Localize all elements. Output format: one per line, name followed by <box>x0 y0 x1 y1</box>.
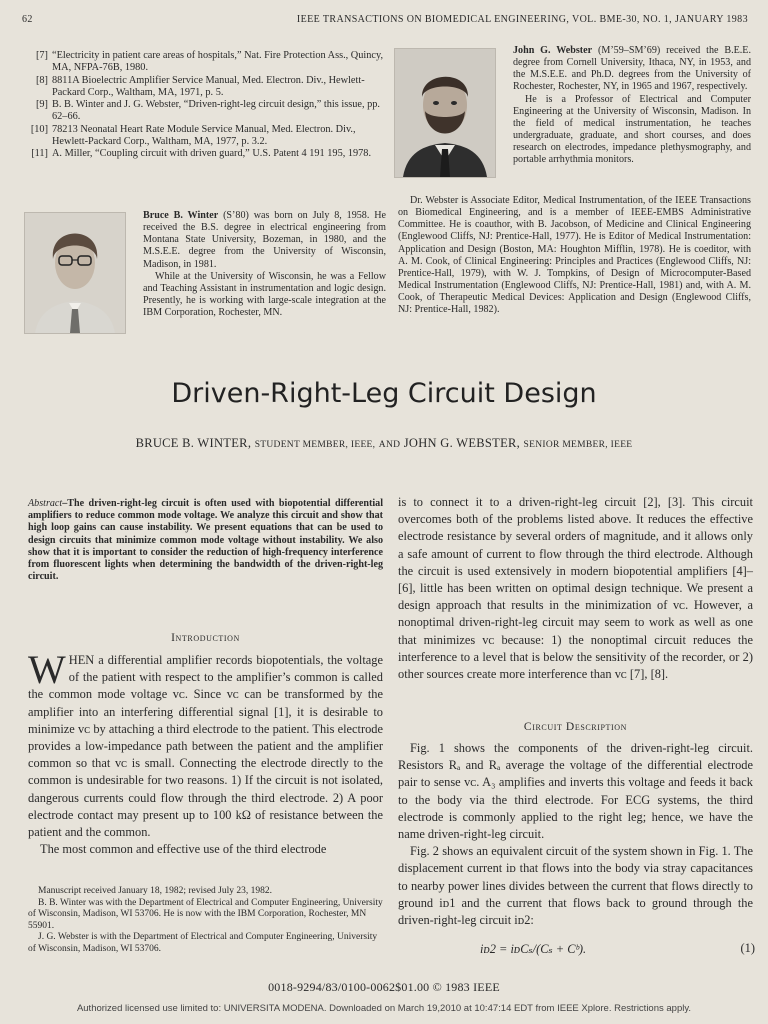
author-1-membership: STUDENT MEMBER, IEEE, <box>254 440 376 450</box>
equation-1 <box>400 941 755 957</box>
abstract-text: –The driven-right-leg circuit is often used with biopotential differential amplifiers to reduce common mode voltage. We analyze this circuit and show that high loop gains can cause instability. We present equations that can be used to design circuits that minimize common mode voltage without instability. We also show that it is important to consider the reduction of high-frequency interference from fluorescent lights when determining the bandwidth of the driven-right-leg circuit. <box>28 498 383 583</box>
running-header <box>22 14 748 28</box>
winter-photo <box>24 212 126 334</box>
author-line <box>0 436 768 451</box>
webster-photo <box>394 48 496 178</box>
equation-text: iᴅ2 = iᴅCₛ/(Cₛ + Cᵇ). <box>480 942 587 956</box>
intro-paragraph-1: WHEN a differential amplifier records biopotentials, the voltage of the patient with respect to the amplifier’s common is called the common mode voltage vᴄ. Since vᴄ can be transformed by the amplifier into an interfering differential signal [1], it is desirable to minimize vᴄ by attaching a third electrode to the patient. This electrode provides a low-impedance path between the patient and the amplifier common so that vᴄ is small. Connecting the electrode directly to the common is undesirable for two reasons. 1) If the circuit is not isolated, dangerous currents could flow through the third electrode. 2) A poor electrode contact may present up to 100 kΩ of resistance between the patient and the common. <box>28 647 383 840</box>
author-2: JOHN G. WEBSTER, <box>403 436 521 450</box>
reference-item: [11] A. Miller, “Coupling circuit with driven guard,” U.S. Patent 4 191 195, 1978. <box>31 148 372 160</box>
circuit-description-heading: Circuit Description <box>523 721 628 733</box>
right-column-intro <box>398 494 753 683</box>
footnotes <box>28 886 383 955</box>
reference-item: [10] 78213 Neonatal Heart Rate Module Service Manual, Med. Electron. Div., Hewlett-Packard Corp., Waltham, MA, 1977, p. 3.2. <box>30 123 356 148</box>
reference-item: [9] B. B. Winter and J. G. Webster, “Driven-right-leg circuit design,” this issue, pp. 62–66. <box>35 99 380 123</box>
winter-bio: Bruce B. Winter (S’80) was born on July 8, 1958. He received the B.S. degree in electrical engineering from Montana State University, Bozeman, in 1980, and the M.S.E.E. degree from the University of Wisconsin, Madison, in 1981. While at the University of Wisconsin, he was a Fellow and Teaching Assistant in instrumentation and logic design. Presently, he is working with large-scale integration at the IBM Corporation, Rochester, MN. <box>143 210 386 319</box>
author-conjunction: AND <box>378 440 401 450</box>
abstract-label: Abstract <box>28 498 63 509</box>
footnote-manuscript: Manuscript received January 18, 1982; revised July 23, 1982. <box>38 886 273 896</box>
footnote-webster: J. G. Webster is with the Department of Electrical and Computer Engineering, University of Wisconsin, Madison, WI 53706. <box>28 932 378 954</box>
circuit-description-body <box>398 740 753 929</box>
right-paragraph-1: is to connect it to a driven-right-leg circuit [2], [3]. This circuit overcomes both of the problems listed above. It reduces the effective electrode resistance by several orders of magnitude, and it allows only a safe amount of current to flow through the third electrode. Although the circuit is used extensively in modern biopotential amplifiers [4]–[6], little has been written on optimal design technique. We present a design approach that results in the minimization of vᴄ. However, a nonoptimal driven-right-leg circuit may seem to work as well as one that minimizes vᴄ because: 1) the nonoptimal circuit reduces the interference to a level that is below the sensitivity of the recorder, or 2) other sources create more interference than vᴄ [7], [8]. <box>398 495 753 682</box>
paper-title: Driven-Right-Leg Circuit Design <box>171 378 597 409</box>
webster-bio: John G. Webster (M’59–SM’69) received the B.E.E. degree from Cornell University, Ithaca, NY, in 1953, and the M.S.E.E. and Ph.D. degrees from the University of Rochester, Rochester, NY, in 1965 and 1967, respectively. He is a Professor of Electrical and Computer Engineering at the University of Wisconsin, Madison. In the field of medical instrumentation, he teaches undergraduate, graduate, and short courses, and does research on electrodes, impedance plethysmography, and portable arrhythmia monitors. <box>513 45 751 166</box>
author-2-membership: SENIOR MEMBER, IEEE <box>523 440 633 450</box>
reference-list <box>22 50 392 161</box>
circuit-paragraph-2: Fig. 2 shows an equivalent circuit of the system shown in Fig. 1. The displacement current iᴅ that flows into the body via stray capacitances to nearby power lines divides between the current that flows directly to ground iᴅ1 and the current that flows back to ground through the driven-right-leg circuit iᴅ2: <box>398 844 753 928</box>
footnote-winter: B. B. Winter was with the Department of Electrical and Computer Engineering, University of Wisconsin, Madison, WI 53706. He is now with the IBM Corporation, Rochester, MN 55901. <box>28 897 383 931</box>
equation-number: (1) <box>740 941 755 955</box>
page-number: 62 <box>22 14 33 25</box>
reference-item: [8] 8811A Bioelectric Amplifier Service Manual, Med. Electron. Div., Hewlett-Packard Corp., Waltham, MA, 1971, p. 5. <box>35 74 365 98</box>
author-1: BRUCE B. WINTER, <box>135 436 252 450</box>
drop-cap: W <box>28 647 66 692</box>
introduction-heading: Introduction <box>171 632 240 644</box>
intro-paragraph-2: The most common and effective use of the third electrode <box>40 842 327 857</box>
authorized-use-notice: Authorized licensed use limited to: UNIVERSITA MODENA. Downloaded on March 19,2010 at 10:47:14 EDT from IEEE Xplore. Restrictions apply. <box>76 1003 692 1014</box>
abstract <box>28 498 383 583</box>
webster-bio-continued: Dr. Webster is Associate Editor, Medical Instrumentation, of the IEEE Transactions on Biomedical Engineering, and is a member of IEEE-EMBS Administrative Committee. He is coauthor, with B. Jacobson, of Medicine and Clinical Engineering (Englewood Cliffs, NJ: Prentice-Hall, 1977). He is Editor of Medical Instrumentation: Application and Design (Boston, MA: Houghton Mifflin, 1978). He is coeditor, with A. M. Cook, of Clinical Engineering: Principles and Practices (Englewood Cliffs, NJ: Prentice-Hall, 1979), with W. J. Tompkins, of Design of Microcomputer-Based Medical Instrumentation (Englewood Cliffs, NJ: Prentice-Hall, 1981) and, with A. M. Cook, of Therapeutic Medical Devices: Application and Design (Englewood Cliffs, NJ: Prentice-Hall, 1982). <box>398 195 751 316</box>
circuit-paragraph-1: Fig. 1 shows the components of the driven-right-leg circuit. Resistors Rₐ and Rₐ average the voltage of the differential electrode pair to sense vᴄ. A₃ amplifies and inverts this voltage and feeds it back to the body via the third electrode. For ECG systems, the third electrode is commonly applied to the right leg; hence, we have the name driven-right-leg circuit. <box>398 741 753 842</box>
journal-title: IEEE TRANSACTIONS ON BIOMEDICAL ENGINEERING, VOL. BME-30, NO. 1, JANUARY 1983 <box>296 14 748 25</box>
introduction-body <box>28 647 383 858</box>
copyright-line: 0018-9294/83/0100-0062$01.00 © 1983 IEEE <box>268 980 500 994</box>
reference-item: [7] “Electricity in patient care areas of hospitals,” Nat. Fire Protection Ass., Quincy, MA, NFPA-76B, 1980. <box>35 50 384 74</box>
